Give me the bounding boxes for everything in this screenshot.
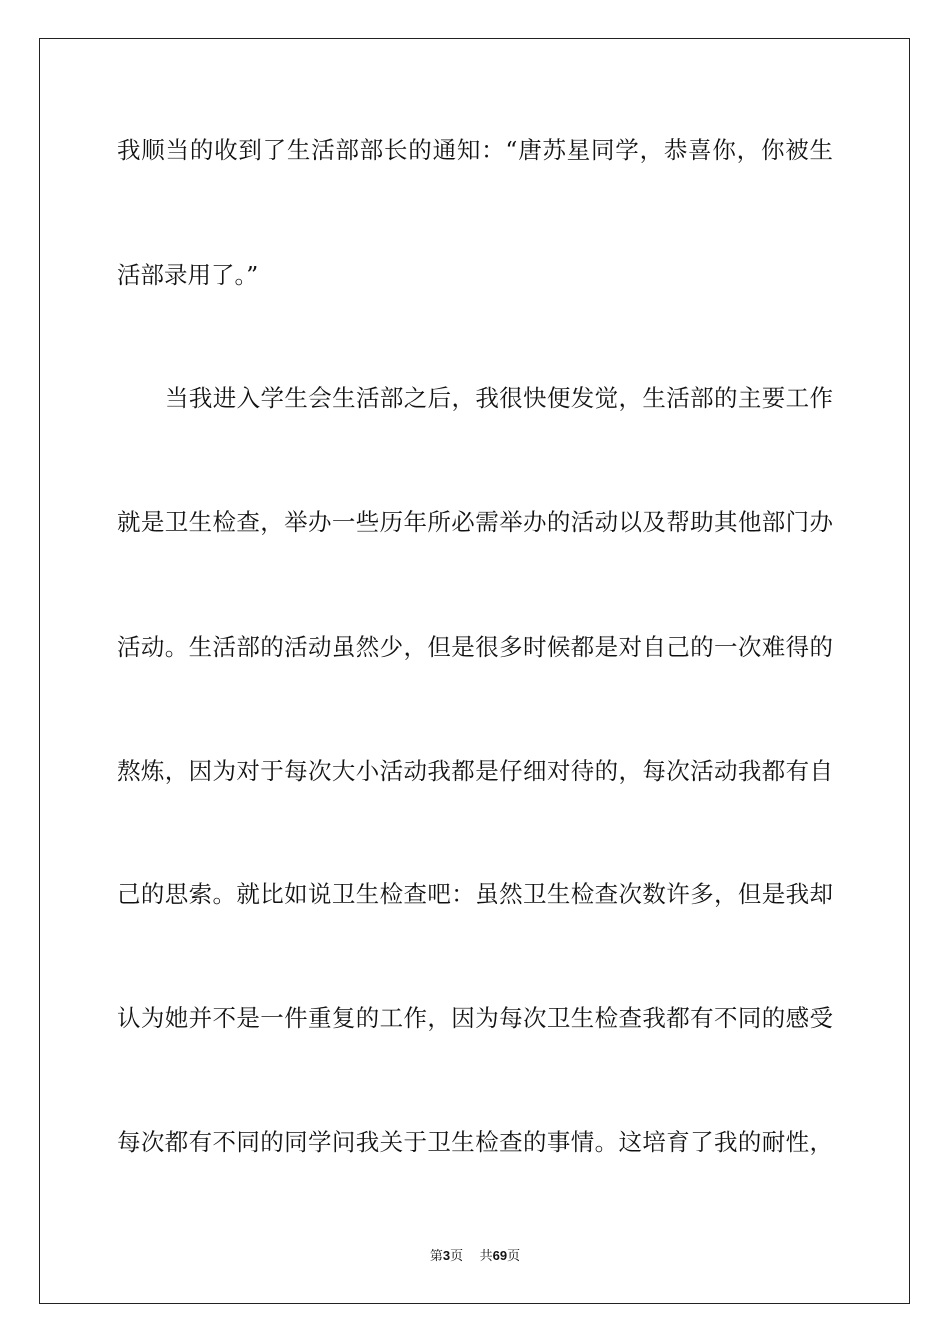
page-suffix: 页 [450, 1249, 464, 1264]
text-line-4: 就是卫生检查，举办一些历年所必需举办的活动以及帮助其他部门办 [117, 508, 833, 536]
total-suffix: 页 [507, 1249, 521, 1264]
total-prefix: 共 [479, 1249, 493, 1264]
total-pages: 69 [492, 1248, 508, 1263]
text-line-5: 活动。生活部的活动虽然少，但是很多时候都是对自己的一次难得的 [117, 633, 833, 661]
page-number: 3 [442, 1248, 451, 1263]
text-line-3: 当我进入学生会生活部之后，我很快便发觉，生活部的主要工作 [165, 384, 833, 412]
text-line-8: 认为她并不是一件重复的工作，因为每次卫生检查我都有不同的感受 [117, 1004, 833, 1032]
text-line-2: 活部录用了。” [117, 261, 259, 289]
text-line-9: 每次都有不同的同学问我关于卫生检查的事情。这培育了我的耐性， [117, 1128, 833, 1156]
text-line-7: 己的思索。就比如说卫生检查吧：虽然卫生检查次数许多，但是我却 [117, 880, 833, 908]
text-line-1: 我顺当的收到了生活部部长的通知：“唐苏星同学，恭喜你，你被生 [117, 136, 833, 164]
page-prefix: 第 [429, 1249, 443, 1264]
text-line-6: 熬炼，因为对于每次大小活动我都是仔细对待的，每次活动我都有自 [117, 757, 833, 785]
page-footer [0, 1247, 950, 1266]
page-border [39, 38, 910, 1304]
